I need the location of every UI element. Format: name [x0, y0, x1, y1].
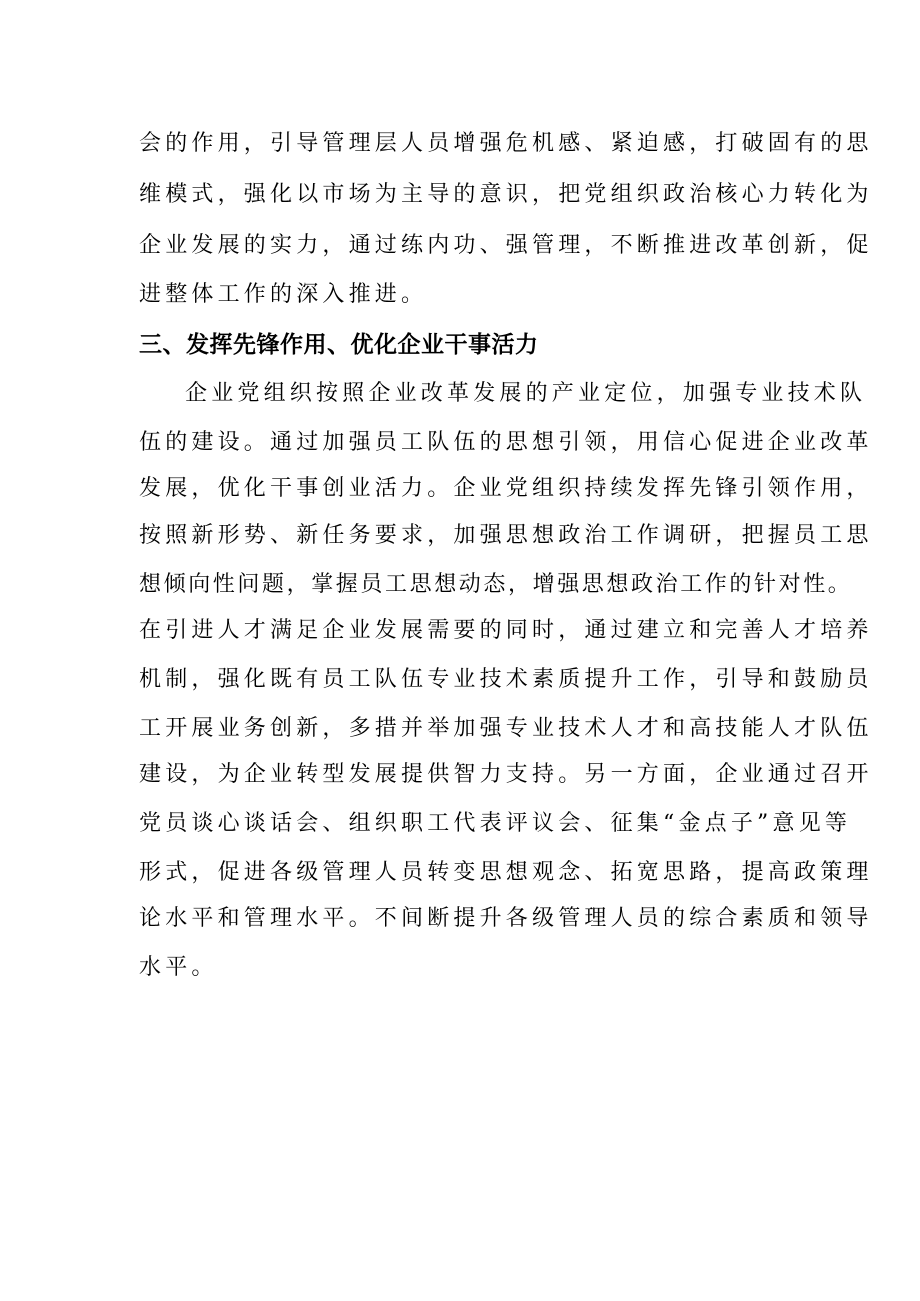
paragraph-main-line: 企业党组织按照企业改革发展的产业定位，加强专业技术队: [185, 381, 867, 406]
paragraph-main-line: 形式，促进各级管理人员转变思想观念、拓宽思路，提高政策理: [139, 860, 873, 885]
paragraph-main-line: 想倾向性问题，掌握员工思想动态，增强思想政治工作的针对性。: [139, 572, 853, 597]
paragraph-main-line: 按照新形势、新任务要求，加强思想政治工作调研，把握员工思: [139, 523, 873, 548]
section-heading: 三、发挥先锋作用、优化企业干事活力: [139, 332, 539, 358]
paragraph-top-line: 进整体工作的深入推进。: [139, 282, 428, 307]
paragraph-top-line: 企业发展的实力，通过练内功、强管理，不断推进改革创新，促: [139, 233, 873, 258]
paragraph-main-line: 发展，优化干事创业活力。企业党组织持续发挥先锋引领作用，: [139, 476, 873, 501]
paragraph-main-line: 水平。: [139, 955, 218, 980]
paragraph-main-line: 论水平和管理水平。不间断提升各级管理人员的综合素质和领导: [139, 906, 873, 931]
paragraph-top-line: 维模式，强化以市场为主导的意识，把党组织政治核心力转化为: [139, 182, 873, 207]
paragraph-main-line: 伍的建设。通过加强员工队伍的思想引领，用信心促进企业改革: [139, 430, 873, 455]
paragraph-main-line: 机制，强化既有员工队伍专业技术素质提升工作，引导和鼓励员: [139, 667, 873, 692]
paragraph-top-line: 会的作用，引导管理层人员增强危机感、紧迫感，打破固有的思: [139, 131, 873, 156]
paragraph-main-line: 党员谈心谈话会、组织职工代表评议会、征集“金点子”意见等: [139, 811, 852, 836]
paragraph-main-line: 在引进人才满足企业发展需要的同时，通过建立和完善人才培养: [139, 618, 873, 643]
paragraph-main-line: 工开展业务创新，多措并举加强专业技术人才和高技能人才队伍: [139, 716, 873, 741]
paragraph-main-line: 建设，为企业转型发展提供智力支持。另一方面，企业通过召开: [139, 762, 873, 787]
